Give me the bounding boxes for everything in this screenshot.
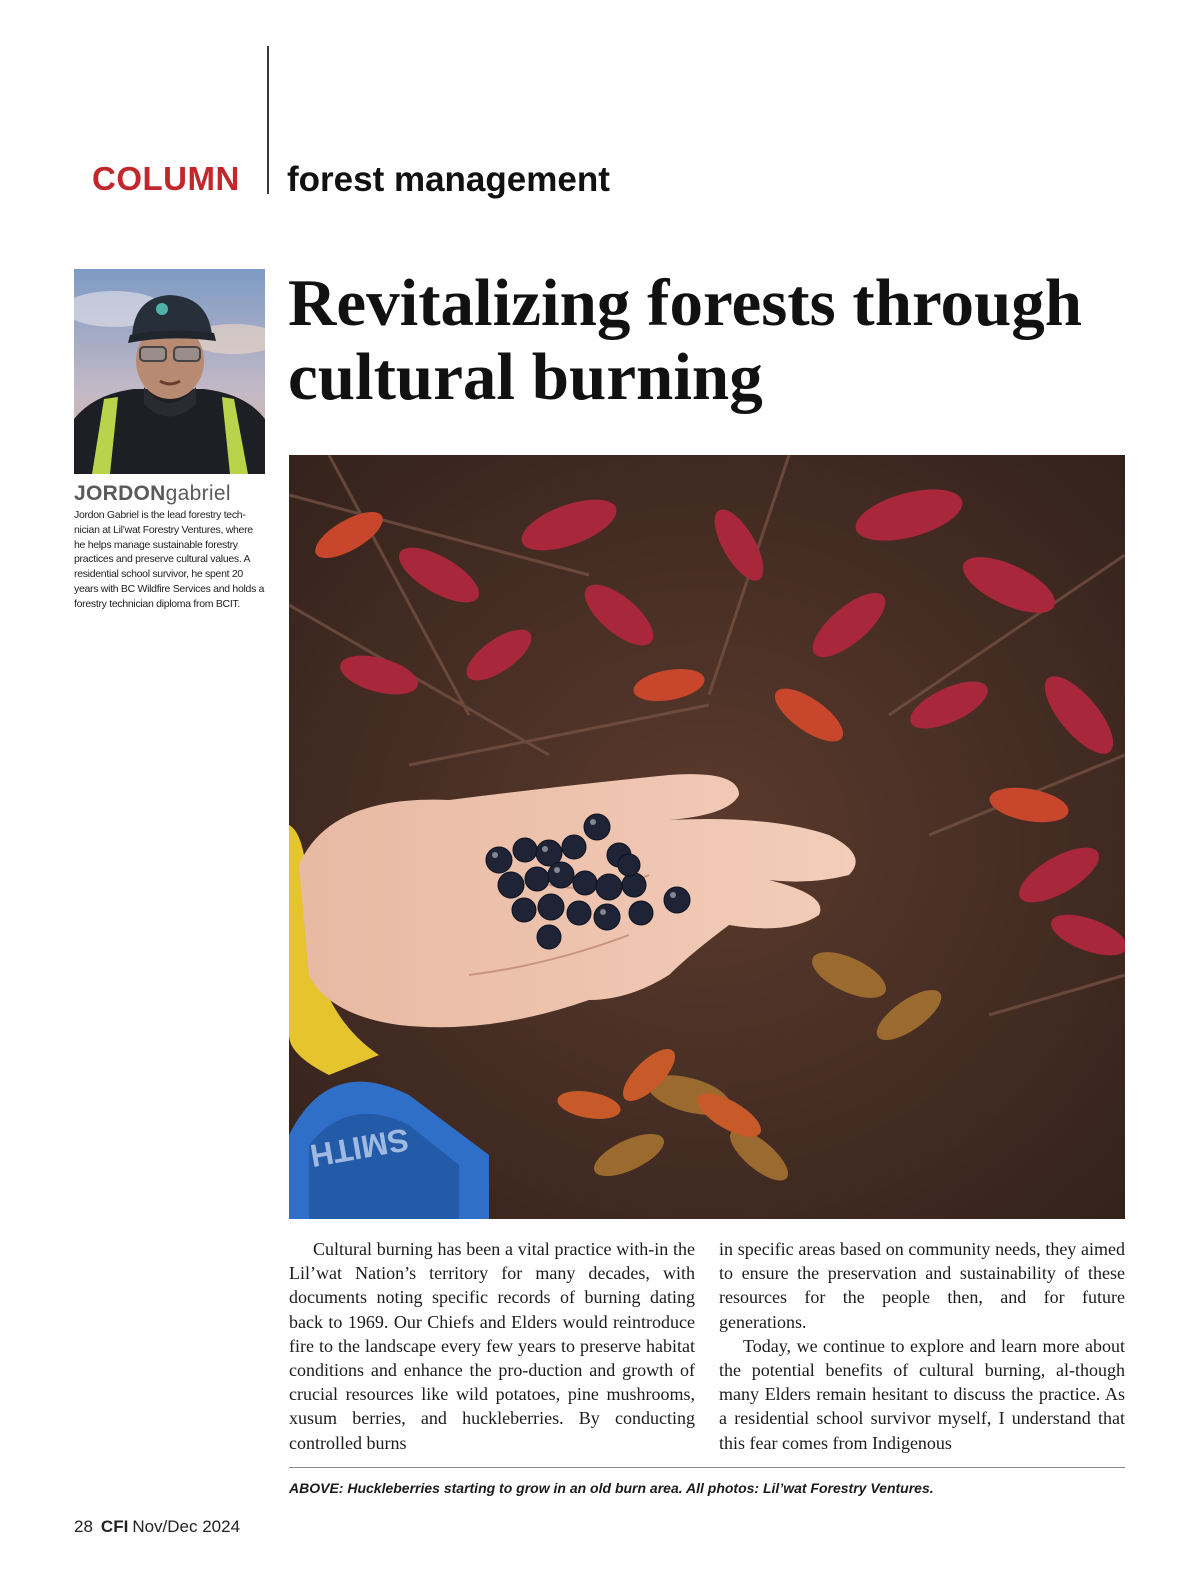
author-photo (74, 269, 265, 474)
article-title: Revitalizing forests through cultural burning (288, 266, 1083, 414)
magazine-name: CFI (100, 1517, 129, 1536)
body-column-left (289, 1237, 695, 1455)
photo-caption: ABOVE: Huckleberries starting to grow in an old burn area. All photos: Lil’wat Forestry Ventures. (289, 1480, 934, 1496)
body-paragraph: Today, we continue to explore and learn more about the potential benefits of cultural burning, al-though many Elders remain hesitant to discuss the practice. As a residential school survivor myself, I understand that this fear comes from Indigenous (719, 1335, 1125, 1453)
caption-divider (289, 1467, 1125, 1468)
issue-date: Nov/Dec 2024 (132, 1517, 241, 1536)
section-topic: forest management (287, 160, 610, 199)
page-footer (74, 1517, 240, 1537)
body-column-right (719, 1237, 1125, 1455)
author-first-name: JORDON (74, 482, 166, 505)
huckleberry-photo (289, 455, 1125, 1219)
page-number: 28 (74, 1517, 93, 1536)
body-paragraph: Cultural burning has been a vital practice with-in the Lil’wat Nation’s territory for many decades, with documents noting specific records of burning dating back to 1969. Our Chiefs and Elders would reintroduce fire to the landscape every few years to preserve habitat conditions and enhance the pro-duction and growth of crucial resources like wild potatoes, pine mushrooms, xusum berries, and huckleberries. By conducting controlled burns (289, 1239, 695, 1453)
header-divider (267, 46, 269, 194)
glove-lettering: SMITH (307, 1121, 412, 1175)
author-last-name: gabriel (165, 482, 231, 505)
body-paragraph: in specific areas based on community needs, they aimed to ensure the preservation and sustainability of these resources for the people then, and for future generations. (719, 1239, 1125, 1332)
section-label: COLUMN (92, 160, 240, 197)
author-bio: Jordon Gabriel is the lead forestry tech-nician at Lil’wat Forestry Ventures, where he helps manage sustainable forestry practices and preserve cultural values. A residential school survivor, he spent 20 years with BC Wildfire Services and holds a forestry technician diploma from BCIT. (74, 509, 265, 610)
author-name (74, 482, 231, 506)
